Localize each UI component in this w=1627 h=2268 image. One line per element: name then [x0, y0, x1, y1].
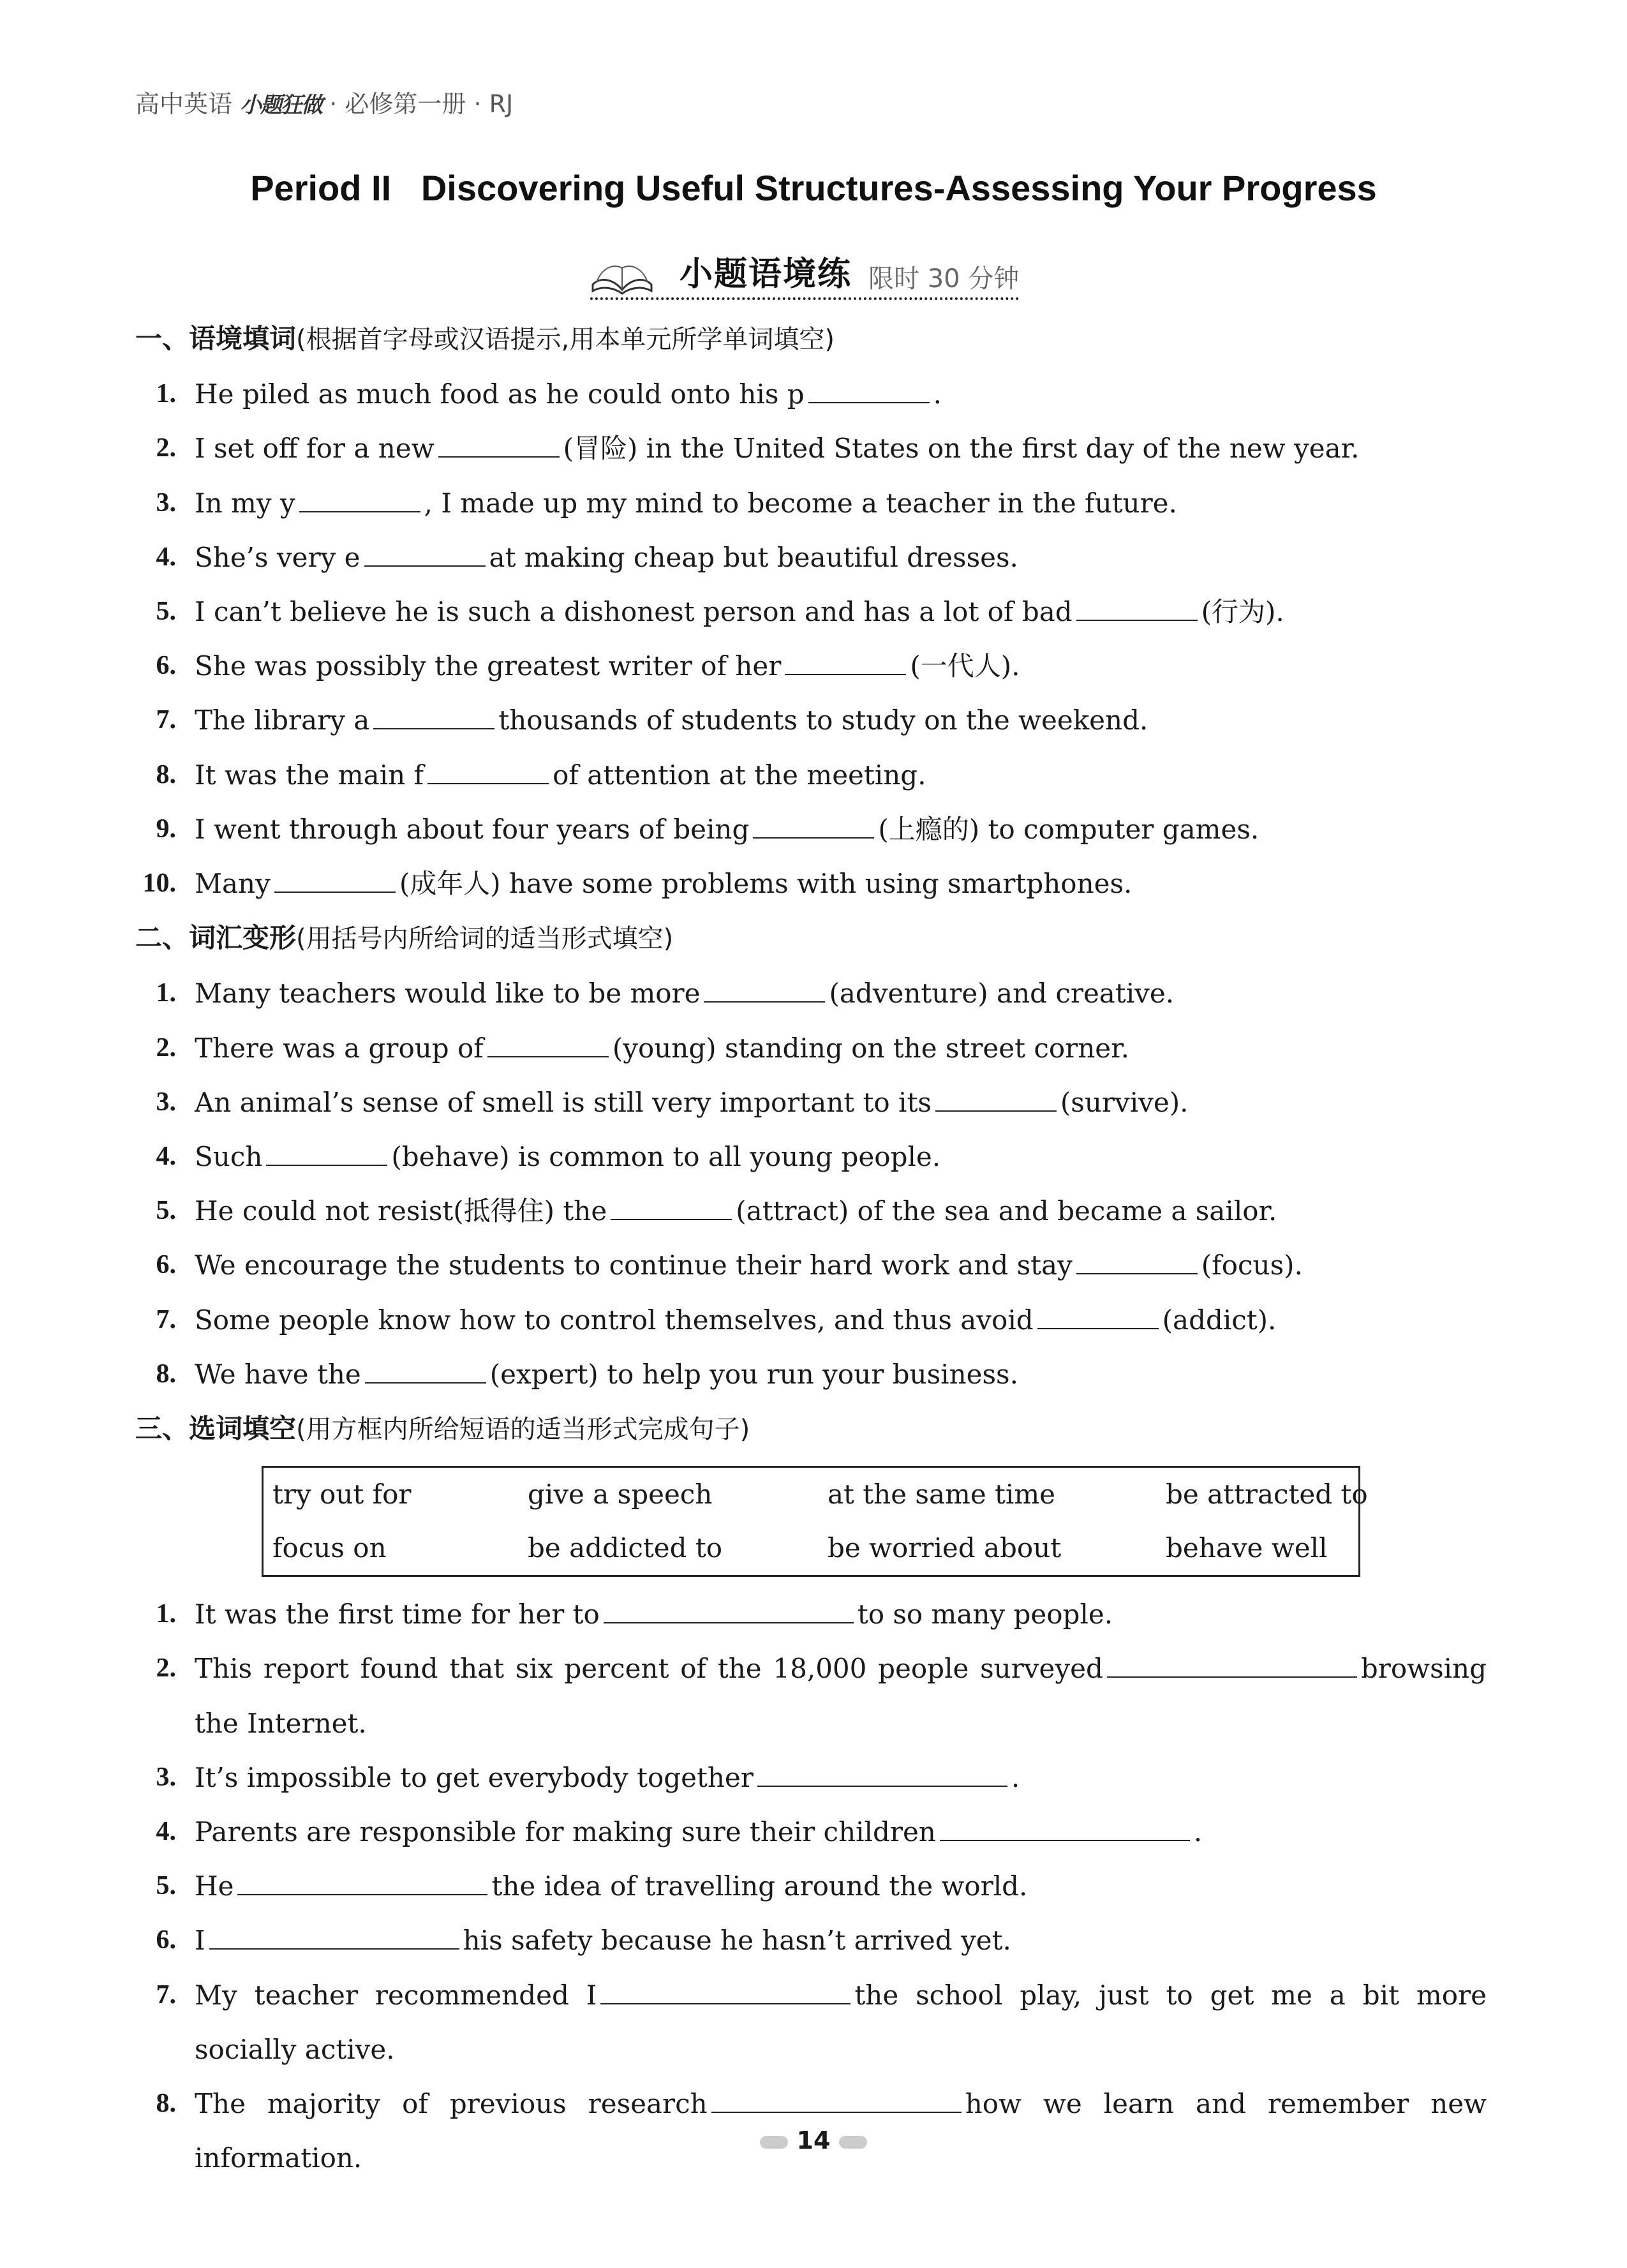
question-item [135, 585, 1487, 639]
question-text-before: It was the main f [195, 759, 424, 791]
question-number: 6. [156, 651, 176, 681]
question-number: 2. [156, 1033, 176, 1063]
question-text-before: He [195, 1870, 234, 1902]
phrase-row [272, 1521, 1349, 1575]
question-number: 2. [156, 1653, 176, 1683]
question-item [135, 1238, 1487, 1292]
time-limit: 限时 30 分钟 [868, 264, 1020, 294]
question-number: 8. [156, 2089, 176, 2119]
question-text-before: I set off for a new [195, 433, 435, 465]
question-text-after: (young) standing on the street corner. [612, 1032, 1129, 1064]
section-heading [135, 1401, 1487, 1457]
question-text-before: We have the [195, 1358, 361, 1390]
book-name: 必修第一册 [345, 90, 466, 118]
answer-blank[interactable] [274, 870, 396, 893]
question-number: 4. [156, 1817, 176, 1847]
question-item [135, 1641, 1487, 1750]
question-text-after: thousands of students to study on the weekend. [498, 705, 1148, 736]
question-text-after: of attention at the meeting. [553, 759, 926, 791]
question-item [135, 1587, 1487, 1641]
separator: · [322, 90, 345, 118]
question-item [135, 1750, 1487, 1805]
question-text-before: He piled as much food as he could onto his p [195, 378, 805, 410]
page-number-text: 14 [796, 2126, 831, 2154]
answer-blank[interactable] [935, 1089, 1057, 1112]
section-title: 三、选词填空 [135, 1413, 297, 1445]
question-text-after: how we learn and remember new information. [195, 2088, 1487, 2174]
answer-blank[interactable] [1107, 1655, 1357, 1678]
question-number: 4. [156, 542, 176, 572]
question-text-before: We encourage the students to continue their hard work and stay [195, 1250, 1073, 1281]
answer-blank[interactable] [704, 980, 825, 1003]
question-item [135, 748, 1487, 802]
question-text-before: Many [195, 868, 271, 900]
section-title: 二、词汇变形 [135, 922, 297, 954]
phrase-box [262, 1466, 1368, 1577]
question-item [135, 1293, 1487, 1347]
answer-blank[interactable] [604, 1600, 854, 1623]
answer-blank[interactable] [487, 1034, 609, 1057]
question-text-before: Some people know how to control themselves, and thus avoid [195, 1304, 1034, 1336]
question-item [135, 1859, 1487, 1913]
question-text-after: to so many people. [857, 1599, 1113, 1630]
answer-blank[interactable] [757, 1764, 1007, 1787]
question-text-after: (focus). [1201, 1250, 1303, 1281]
question-text-before: I can’t believe he is such a dishonest person and has a lot of bad [195, 596, 1073, 628]
answer-blank[interactable] [808, 380, 930, 403]
question-item [135, 856, 1487, 911]
question-text-before: He could not resist(抵得住) the [195, 1195, 607, 1227]
question-item [135, 802, 1487, 856]
question-item [135, 367, 1487, 421]
question-number: 1. [156, 1599, 176, 1629]
question-text-before: I went through about four years of being [195, 813, 750, 845]
question-text-after: , I made up my mind to become a teacher in the future. [424, 487, 1177, 519]
question-number: 6. [156, 1250, 176, 1280]
question-number: 5. [156, 1196, 176, 1226]
question-text-after: (expert) to help you run your business. [489, 1358, 1018, 1390]
question-text-before: The majority of previous research [195, 2088, 708, 2120]
question-text-before: She was possibly the greatest writer of her [195, 650, 782, 682]
question-item [135, 421, 1487, 475]
question-text-before: It was the first time for her to [195, 1599, 600, 1630]
answer-blank[interactable] [427, 761, 549, 784]
question-text-before: She’s very e [195, 541, 360, 573]
question-text-after: . [933, 378, 942, 410]
answer-blank[interactable] [438, 435, 560, 458]
question-text-after: (attract) of the sea and became a sailor. [736, 1195, 1277, 1227]
question-number: 3. [156, 488, 176, 518]
section-heading [135, 911, 1487, 966]
section-title: 一、语境填词 [135, 323, 297, 354]
question-text-after: browsing the Internet. [195, 1653, 1487, 1739]
question-text-before: Many teachers would like to be more [195, 978, 701, 1010]
question-text-after: (adventure) and creative. [829, 978, 1175, 1010]
question-text-before: An animal’s sense of smell is still very important to its [195, 1086, 932, 1118]
question-number: 8. [156, 1359, 176, 1389]
answer-blank[interactable] [364, 544, 486, 567]
exercise-content [135, 311, 1487, 2186]
question-text-before: I [195, 1925, 205, 1957]
question-item [135, 530, 1487, 585]
question-item [135, 1347, 1487, 1401]
phrase-option: at the same time [828, 1479, 1056, 1511]
question-item [135, 1021, 1487, 1075]
question-number: 7. [156, 1304, 176, 1334]
brand-logo: 小题狂做 [240, 93, 322, 118]
phrase-option: focus on [272, 1532, 387, 1564]
subject: 高中英语 [135, 90, 233, 118]
question-number: 3. [156, 1087, 176, 1117]
question-number: 1. [156, 978, 176, 1008]
question-text-after: his safety because he hasn’t arrived yet. [463, 1925, 1011, 1957]
answer-blank[interactable] [940, 1818, 1190, 1841]
section-heading [135, 311, 1487, 367]
question-item [135, 693, 1487, 747]
question-number: 5. [156, 597, 176, 627]
question-text-before: It’s impossible to get everybody together [195, 1761, 754, 1793]
phrase-option: be addicted to [528, 1532, 722, 1564]
question-text-before: Parents are responsible for making sure their children [195, 1816, 936, 1848]
question-text-after: (冒险) in the United States on the first day of the new year. [563, 433, 1360, 465]
question-text-before: In my y [195, 487, 295, 519]
question-item [135, 1130, 1487, 1184]
question-item [135, 1968, 1487, 2077]
question-item [135, 966, 1487, 1020]
question-item [135, 639, 1487, 693]
running-header [135, 84, 513, 119]
question-number: 1. [156, 379, 176, 409]
question-number: 4. [156, 1142, 176, 1172]
question-item [135, 476, 1487, 530]
question-number: 9. [156, 814, 176, 844]
question-item [135, 1075, 1487, 1130]
phrase-option: try out for [272, 1479, 412, 1511]
open-book-icon [590, 259, 654, 295]
question-text-after: the school play, just to get me a bit more socially active. [195, 1979, 1487, 2065]
question-text-before: This report found that six percent of the 18,000 people surveyed [195, 1653, 1103, 1685]
question-item [135, 1913, 1487, 1967]
section-instruction: (用括号内所给词的适当形式填空) [296, 924, 674, 954]
answer-blank[interactable] [600, 1981, 851, 2004]
question-text-after: (survive). [1060, 1086, 1189, 1118]
question-text-after: (上瘾的) to computer games. [878, 813, 1259, 845]
question-number: 3. [156, 1762, 176, 1792]
question-text-after: the idea of travelling around the world. [491, 1870, 1028, 1902]
answer-blank[interactable] [237, 1872, 487, 1895]
question-number: 7. [156, 1980, 176, 2010]
question-number: 7. [156, 705, 176, 735]
question-text-before: Such [195, 1141, 263, 1173]
section-instruction: (根据首字母或汉语提示,用本单元所学单词填空) [296, 325, 835, 354]
question-text-after: at making cheap but beautiful dresses. [489, 541, 1018, 573]
answer-blank[interactable] [1037, 1306, 1159, 1329]
answer-blank[interactable] [1076, 598, 1198, 621]
question-number: 2. [156, 433, 176, 463]
answer-blank[interactable] [266, 1143, 387, 1166]
question-item [135, 1805, 1487, 1859]
question-text-after: (行为). [1201, 596, 1284, 628]
question-text-after: (一代人). [910, 650, 1020, 682]
page-number [0, 2126, 1627, 2154]
page-title: Period II Discovering Useful Structures-Assessing Your Progress [250, 168, 1377, 208]
section-instruction: (用方框内所给短语的适当形式完成句子) [296, 1415, 750, 1445]
question-text-after: . [1011, 1761, 1020, 1793]
answer-blank[interactable] [785, 652, 906, 675]
exercise-banner [590, 250, 1019, 300]
phrase-option: give a speech [528, 1479, 713, 1511]
answer-blank[interactable] [209, 1927, 459, 1950]
question-text-after: (addict). [1162, 1304, 1277, 1336]
question-text-before: My teacher recommended I [195, 1979, 597, 2011]
answer-blank[interactable] [1076, 1251, 1198, 1274]
edition: RJ [489, 90, 514, 118]
answer-blank[interactable] [753, 816, 874, 839]
question-text-after: (behave) is common to all young people. [391, 1141, 941, 1173]
separator: · [466, 90, 489, 118]
phrase-option: be attracted to [1166, 1479, 1368, 1511]
question-number: 10. [142, 869, 176, 899]
banner-title: 小题语境练 [680, 255, 852, 294]
phrase-option: be worried about [828, 1532, 1062, 1564]
question-text-after: (成年人) have some problems with using smartphones. [399, 868, 1133, 900]
answer-blank[interactable] [365, 1361, 486, 1384]
question-item [135, 1184, 1487, 1238]
question-text-before: There was a group of [195, 1032, 484, 1064]
question-number: 5. [156, 1871, 176, 1901]
answer-blank[interactable] [611, 1197, 732, 1220]
decor-bar [760, 2136, 788, 2149]
phrase-row [272, 1468, 1368, 1521]
answer-blank[interactable] [711, 2090, 962, 2113]
answer-blank[interactable] [299, 489, 420, 512]
question-number: 6. [156, 1925, 176, 1955]
decor-bar [839, 2136, 867, 2149]
answer-blank[interactable] [373, 706, 494, 729]
question-text-after: . [1193, 1816, 1203, 1848]
question-number: 8. [156, 759, 176, 789]
question-text-before: The library a [195, 705, 370, 736]
phrase-option: behave well [1166, 1532, 1328, 1564]
